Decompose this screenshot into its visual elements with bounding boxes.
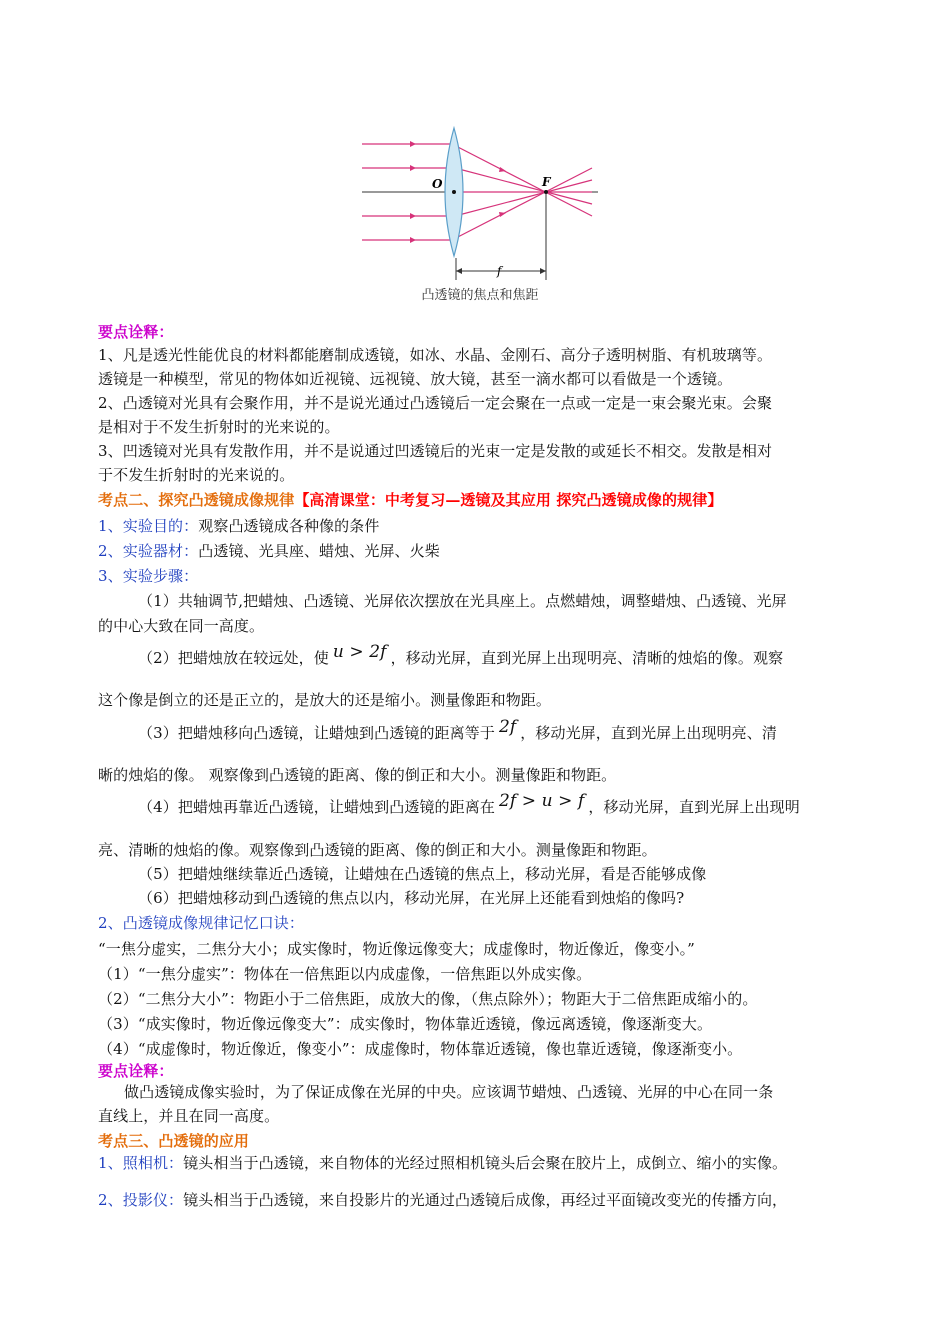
figure-caption: 凸透镜的焦点和焦距: [421, 288, 539, 303]
convex-lens-diagram: [360, 120, 600, 310]
rule-1: （1）“一焦分虚实”：物体在一倍焦距以内成虚像，一倍焦距以外成实像。: [98, 965, 592, 983]
note-heading: 要点诠释：: [98, 1062, 174, 1080]
step3b: 晰的烛焰的像。 观察像到凸透镜的距离、像的倒正和大小。测量像距和物距。: [98, 766, 617, 784]
s2-item2-text: 凸透镜、光具座、蜡烛、光屏、火柴: [198, 542, 440, 560]
s3-item2-text: 镜头相当于凸透镜，来自投影片的光通过凸透镜后成像，再经过平面镜改变光的传播方向，: [183, 1191, 788, 1209]
s1-p3a: 3、凹透镜对光具有发散作用，并不是说通过凹透镜后的光束一定是发散的或延长不相交。发散是相对: [98, 442, 773, 460]
step5: （5）把蜡烛继续靠近凸透镜，让蜡烛在凸透镜的焦点上，移动光屏，看是否能够成像: [138, 865, 707, 883]
step1a: （1）共轴调节,把蜡烛、凸透镜、光屏依次摆放在光具座上。点燃蜡烛，调整蜡烛、凸透镜、光屏: [138, 592, 787, 610]
step2a-math: u > 2f: [332, 642, 387, 662]
step2b: 这个像是倒立的还是正立的，是放大的还是缩小。测量像距和物距。: [98, 691, 552, 709]
rule-text: “一焦分虚实，二焦分大小；成实像时，物近像远像变大；成虚像时，物近像近，像变小。”: [98, 940, 695, 958]
s2-heading-link[interactable]: 【高清课堂：中考复习—透镜及其应用 探究凸透镜成像的规律】: [294, 491, 723, 509]
step1b: 的中心大致在同一高度。: [98, 617, 265, 635]
s2-item1: [98, 516, 379, 536]
step4a: [138, 791, 800, 817]
s3-item1-label: 1、照相机：: [98, 1154, 184, 1172]
s3-item1: [98, 1153, 787, 1173]
marker-arrow-left: [456, 268, 462, 274]
rule-4: （4）“成虚像时，物近像近，像变小”：成虚像时，物体靠近透镜，像也靠近透镜，像逐渐变小。: [98, 1040, 743, 1058]
rule-3: （3）“成实像时，物近像远像变大”：成实像时，物体靠近透镜，像远离透镜，像逐渐变大。: [98, 1015, 713, 1033]
label-f-length: f: [497, 264, 502, 278]
s2-item2: [98, 541, 440, 561]
step4a-post: ，移动光屏，直到光屏上出现明: [588, 798, 800, 816]
s2-item1-label: 1、实验目的：: [98, 517, 199, 535]
step3a-post: ，移动光屏，直到光屏上出现明亮、清: [520, 724, 777, 742]
s3-item2: [98, 1190, 787, 1210]
marker-arrow-right: [540, 268, 546, 274]
label-f-point: F: [542, 175, 551, 189]
s2-heading: 考点二、探究凸透镜成像规律: [98, 491, 295, 509]
s1-p2a: 2、凸透镜对光具有会聚作用，并不是说光通过凸透镜后一定会聚在一点或一定是一束会聚光束。会聚: [98, 394, 773, 412]
s2-heading-line: [98, 490, 722, 510]
label-o: O: [432, 177, 443, 191]
step2a-post: ，移动光屏，直到光屏上出现明亮、清晰的烛焰的像。观察: [390, 649, 784, 667]
s2-item1-text: 观察凸透镜成各种像的条件: [198, 517, 380, 535]
focal-point: [544, 190, 548, 194]
step3a-math: 2f: [498, 717, 517, 737]
step3a-pre: （3）把蜡烛移向凸透镜，让蜡烛到凸透镜的距离等于: [138, 724, 495, 742]
rule-label: 2、凸透镜成像规律记忆口诀：: [98, 914, 304, 932]
step4a-pre: （4）把蜡烛再靠近凸透镜，让蜡烛到凸透镜的距离在: [138, 798, 495, 816]
lens-figure: [360, 120, 600, 310]
step3a: [138, 717, 777, 743]
s3-item1-text: 镜头相当于凸透镜，来自物体的光经过照相机镜头后会聚在胶片上，成倒立、缩小的实像。: [183, 1154, 788, 1172]
rule-2: （2）“二焦分大小”：物距小于二倍焦距，成放大的像，（焦点除外）；物距大于二倍焦距成缩小的。: [98, 990, 758, 1008]
s1-p1a: 1、凡是透光性能优良的材料都能磨制成透镜，如冰、水晶、金刚石、高分子透明树脂、有机玻璃等。: [98, 346, 773, 364]
s2-item2-label: 2、实验器材：: [98, 542, 199, 560]
s2-item3-label: 3、实验步骤：: [98, 567, 199, 585]
step2a: [138, 642, 784, 668]
s1-heading: 要点诠释：: [98, 323, 174, 341]
note-a: 做凸透镜成像实验时，为了保证成像在光屏的中央。应该调节蜡烛、凸透镜、光屏的中心在同一条: [124, 1083, 774, 1101]
step4b: 亮、清晰的烛焰的像。观察像到凸透镜的距离、像的倒正和大小。测量像距和物距。: [98, 841, 657, 859]
s1-p3b: 于不发生折射时的光来说的。: [98, 466, 295, 484]
step2a-pre: （2）把蜡烛放在较远处，使: [138, 649, 329, 667]
step6: （6）把蜡烛移动到凸透镜的焦点以内，移动光屏，在光屏上还能看到烛焰的像吗?: [138, 889, 685, 907]
note-b: 直线上，并且在同一高度。: [98, 1107, 280, 1125]
center-point: [452, 190, 456, 194]
s1-p2b: 是相对于不发生折射时的光来说的。: [98, 418, 340, 436]
step4a-math: 2f > u > f: [498, 791, 585, 811]
s1-p1b: 透镜是一种模型，常见的物体如近视镜、远视镜、放大镜，甚至一滴水都可以看做是一个透镜。: [98, 370, 733, 388]
s3-heading: 考点三、凸透镜的应用: [98, 1132, 250, 1150]
s3-item2-label: 2、投影仪：: [98, 1191, 184, 1209]
